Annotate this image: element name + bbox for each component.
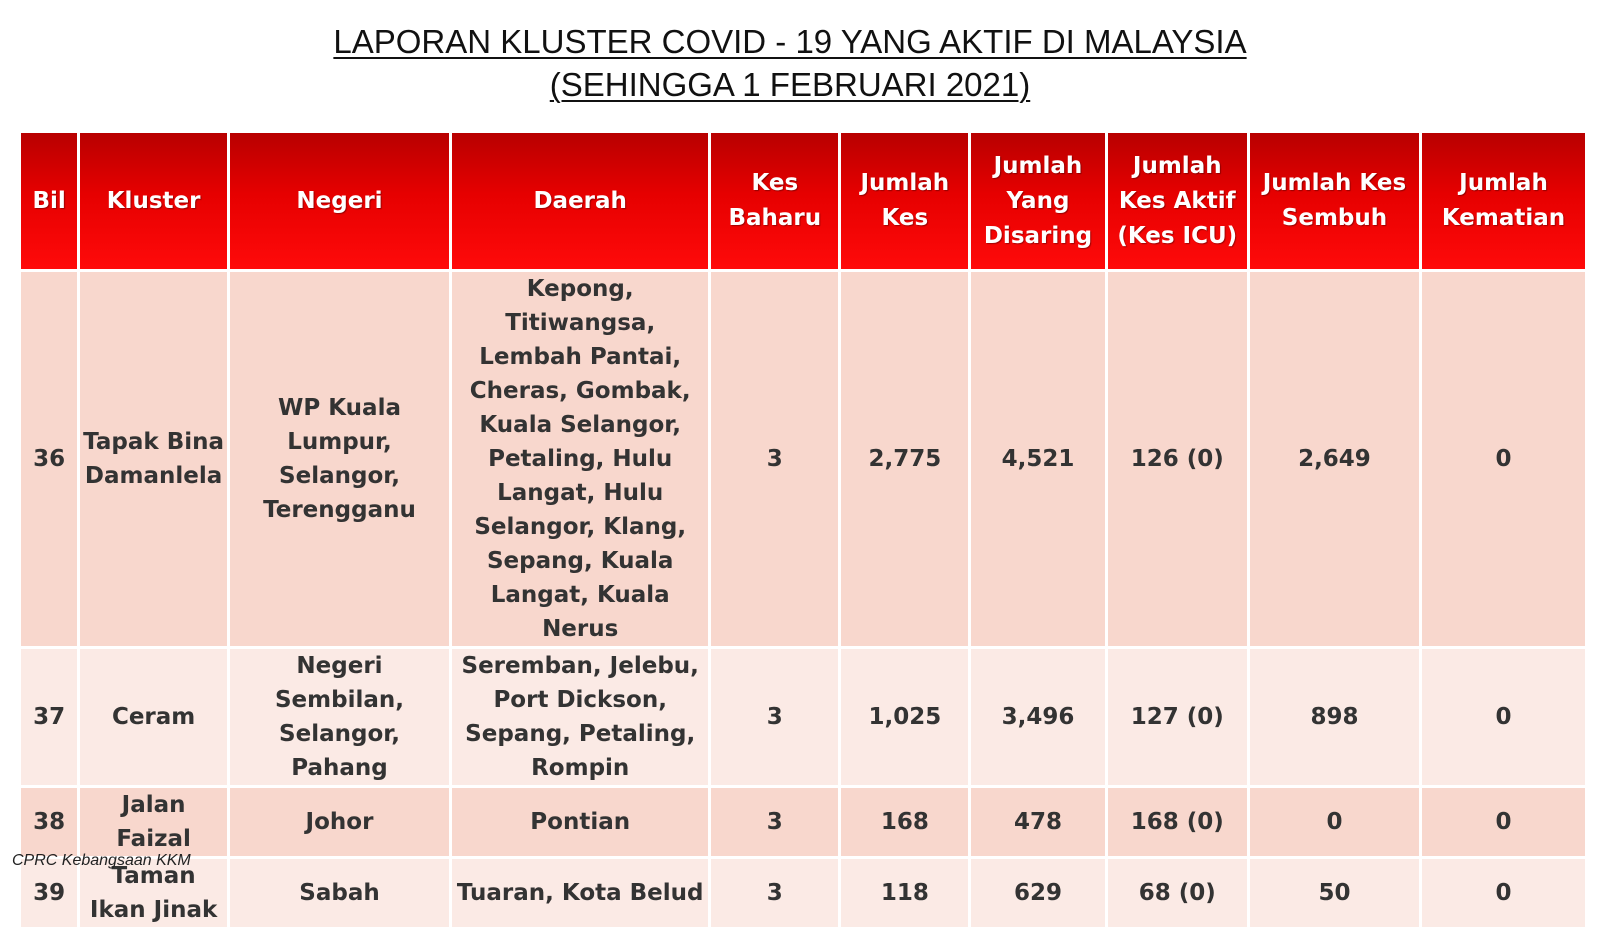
- cell-negeri: Negeri Sembilan, Selangor, Pahang: [230, 649, 449, 785]
- header-jumlah-disaring: Jumlah Yang Disaring: [971, 133, 1104, 269]
- cell-kematian: 0: [1422, 649, 1585, 785]
- cluster-table: [18, 130, 1588, 930]
- cell-kes-sembuh: 898: [1250, 649, 1419, 785]
- cell-kematian: 0: [1422, 788, 1585, 856]
- header-kes-aktif: Jumlah Kes Aktif (Kes ICU): [1108, 133, 1247, 269]
- cell-kes-baharu: 3: [711, 272, 838, 646]
- header-kluster: Kluster: [80, 133, 227, 269]
- cell-jumlah-disaring: 478: [971, 788, 1104, 856]
- cell-negeri: Johor: [230, 788, 449, 856]
- cell-jumlah-disaring: 4,521: [971, 272, 1104, 646]
- cell-bil: 39: [21, 859, 77, 927]
- cell-kes-aktif: 168 (0): [1108, 788, 1247, 856]
- cell-kluster: Ceram: [80, 649, 227, 785]
- cell-bil: 38: [21, 788, 77, 856]
- cell-daerah: Pontian: [452, 788, 708, 856]
- cell-bil: 37: [21, 649, 77, 785]
- page-title: [0, 20, 1580, 106]
- cell-negeri: Sabah: [230, 859, 449, 927]
- cell-jumlah-kes: 2,775: [841, 272, 968, 646]
- title-line-1: LAPORAN KLUSTER COVID - 19 YANG AKTIF DI MALAYSIA: [333, 23, 1247, 60]
- table-header-row: [21, 133, 1585, 269]
- source-footer: CPRC Kebangsaan KKM: [12, 852, 191, 869]
- cell-jumlah-kes: 1,025: [841, 649, 968, 785]
- cell-kes-aktif: 68 (0): [1108, 859, 1247, 927]
- cell-kes-baharu: 3: [711, 788, 838, 856]
- table-row: [21, 788, 1585, 856]
- cell-kes-aktif: 127 (0): [1108, 649, 1247, 785]
- cell-daerah: Kepong, Titiwangsa, Lembah Pantai, Cheras, Gombak, Kuala Selangor, Petaling, Hulu Langat, Hulu Selangor, Klang, Sepang, Kuala Langat, Kuala Nerus: [452, 272, 708, 646]
- cell-negeri: WP Kuala Lumpur, Selangor, Terengganu: [230, 272, 449, 646]
- cell-kluster: Jalan Faizal: [80, 788, 227, 856]
- cell-bil: 36: [21, 272, 77, 646]
- title-line-2: (SEHINGGA 1 FEBRUARI 2021): [549, 66, 1031, 103]
- cell-kluster: Taman Ikan Jinak: [80, 859, 227, 927]
- cell-kluster: Tapak Bina Damanlela: [80, 272, 227, 646]
- header-kes-sembuh: Jumlah Kes Sembuh: [1250, 133, 1419, 269]
- cell-jumlah-disaring: 3,496: [971, 649, 1104, 785]
- cell-daerah: Seremban, Jelebu, Port Dickson, Sepang, Petaling, Rompin: [452, 649, 708, 785]
- cell-kes-sembuh: 0: [1250, 788, 1419, 856]
- table-row: [21, 649, 1585, 785]
- table-row: [21, 272, 1585, 646]
- cell-jumlah-kes: 168: [841, 788, 968, 856]
- cell-daerah: Tuaran, Kota Belud: [452, 859, 708, 927]
- header-bil: Bil: [21, 133, 77, 269]
- cell-kes-aktif: 126 (0): [1108, 272, 1247, 646]
- cell-kematian: 0: [1422, 272, 1585, 646]
- cell-jumlah-disaring: 629: [971, 859, 1104, 927]
- header-jumlah-kes: Jumlah Kes: [841, 133, 968, 269]
- cell-kes-sembuh: 2,649: [1250, 272, 1419, 646]
- header-kes-baharu: Kes Baharu: [711, 133, 838, 269]
- header-kematian: Jumlah Kematian: [1422, 133, 1585, 269]
- cell-kes-baharu: 3: [711, 859, 838, 927]
- table-row: [21, 859, 1585, 927]
- cell-kes-sembuh: 50: [1250, 859, 1419, 927]
- cell-kematian: 0: [1422, 859, 1585, 927]
- header-daerah: Daerah: [452, 133, 708, 269]
- cell-kes-baharu: 3: [711, 649, 838, 785]
- cell-jumlah-kes: 118: [841, 859, 968, 927]
- header-negeri: Negeri: [230, 133, 449, 269]
